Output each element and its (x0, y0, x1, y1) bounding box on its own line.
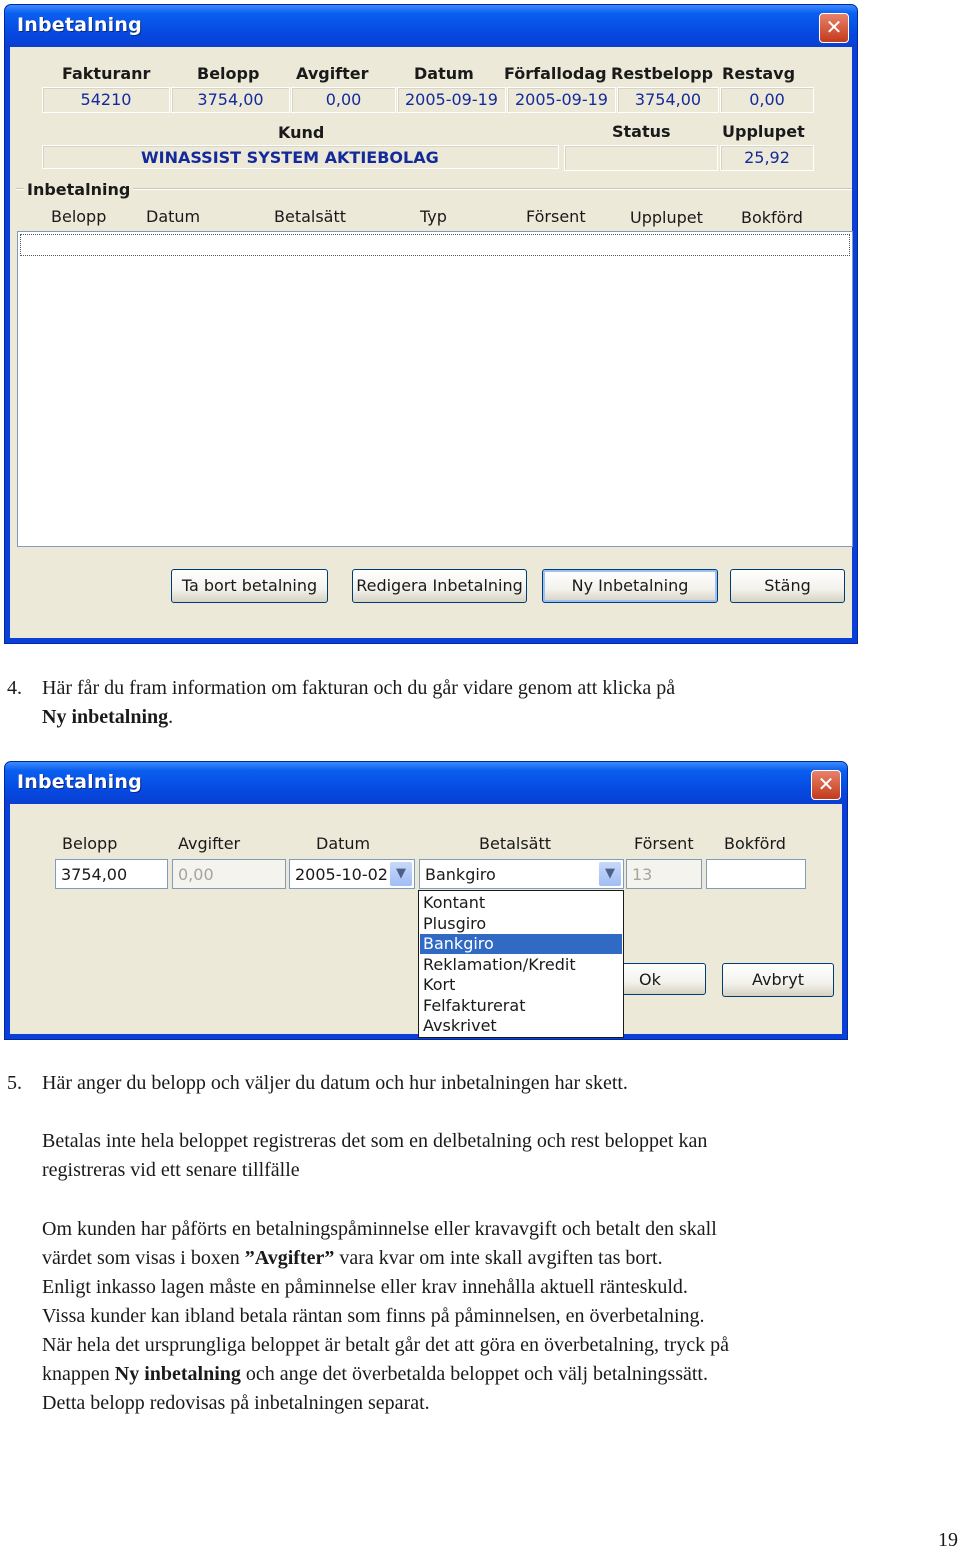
paragraph-line: registreras vid ett senare tillfälle (42, 1159, 300, 1181)
header-restbelopp: Restbelopp (611, 64, 714, 83)
paragraph-line: knappen (42, 1363, 115, 1385)
label-forsent: Försent (634, 834, 694, 853)
step-4-bold: Ny inbetalning (42, 706, 169, 728)
quoted-field-name: ”Avgifter” (244, 1247, 335, 1269)
step-5-text: Här anger du belopp och väljer du datum och hur inbetalningen har skett. (42, 1072, 628, 1094)
column-datum[interactable]: Datum (146, 207, 201, 226)
avgifter-input[interactable]: 0,00 (172, 859, 286, 889)
paragraph-line: När hela det ursprungliga beloppet är betalt går det att göra en överbetalning, tryck på (42, 1334, 729, 1356)
forsent-input[interactable]: 13 (626, 859, 702, 889)
paragraph-line: Om kunden har påförts en betalningspåminnelse eller kravavgift och betalt den skall (42, 1218, 717, 1240)
paragraph-line: Betalas inte hela beloppet registreras det som en delbetalning och rest beloppet kan (42, 1130, 708, 1152)
status-field (564, 145, 718, 171)
paragraph-line: vara kvar om inte skall avgiften tas bort. (334, 1247, 663, 1269)
option-felfakturerat[interactable]: Felfakturerat (423, 996, 526, 1015)
label-betalsatt: Betalsätt (479, 834, 552, 853)
column-bokford[interactable]: Bokförd (741, 208, 803, 227)
close-button[interactable]: Stäng (730, 569, 845, 603)
step-4-line: Här får du fram information om fakturan och du går vidare genom att klicka på (42, 677, 676, 699)
column-forsent[interactable]: Försent (526, 207, 586, 226)
column-upplupet[interactable]: Upplupet (630, 208, 703, 227)
option-bankgiro[interactable]: Bankgiro (420, 934, 622, 954)
betalsatt-value: Bankgiro (425, 865, 496, 884)
kund-label: Kund (278, 123, 325, 142)
header-fakturanr: Fakturanr (62, 64, 151, 83)
fakturanr-field: 54210 (42, 87, 170, 113)
close-icon[interactable]: ✕ (811, 770, 841, 800)
paragraph-line: Detta belopp redovisas på inbetalningen separat. (42, 1392, 430, 1414)
column-typ[interactable]: Typ (420, 207, 447, 226)
header-avgifter: Avgifter (296, 64, 369, 83)
option-avskrivet[interactable]: Avskrivet (423, 1016, 497, 1035)
paragraph-line: Enligt inkasso lagen måste en påminnelse eller krav innehålla aktuell ränteskuld. (42, 1276, 688, 1298)
column-belopp[interactable]: Belopp (51, 207, 107, 226)
step-4-number: 4. (7, 677, 22, 699)
paragraph-partial-payment (42, 1127, 942, 1185)
header-belopp: Belopp (197, 64, 260, 83)
header-forfallodag: Förfallodag (504, 64, 607, 83)
forfallodag-field: 2005-09-19 (507, 87, 616, 113)
paragraph-line: och ange det överbetalda beloppet och välj betalningssätt. (240, 1363, 708, 1385)
avgifter-field: 0,00 (291, 87, 396, 113)
option-kort[interactable]: Kort (423, 975, 456, 994)
paragraph-line: Vissa kunder kan ibland betala räntan som finns på påminnelsen, en överbetalning. (42, 1305, 705, 1327)
belopp-input[interactable]: 3754,00 (55, 859, 168, 889)
delete-payment-button[interactable]: Ta bort betalning (171, 569, 328, 603)
group-divider (16, 188, 852, 190)
payment-overview-window (4, 4, 858, 644)
option-plusgiro[interactable]: Plusgiro (423, 914, 487, 933)
title-bar[interactable] (5, 762, 847, 804)
chevron-down-icon[interactable]: ▼ (599, 862, 621, 886)
kund-field: WINASSIST SYSTEM AKTIEBOLAG (42, 145, 559, 169)
datum-value: 2005-10-02 (295, 865, 388, 884)
option-kontant[interactable]: Kontant (423, 893, 486, 912)
betalsatt-select[interactable] (419, 859, 624, 889)
cancel-button[interactable]: Avbryt (722, 963, 834, 997)
paragraph-line: värdet som visas i boxen (42, 1247, 245, 1269)
list-focus-row[interactable] (20, 234, 850, 256)
step-4-end: . (168, 706, 174, 728)
label-avgifter: Avgifter (178, 834, 241, 853)
upplupet-field: 25,92 (720, 145, 814, 171)
belopp-field: 3754,00 (171, 87, 290, 113)
label-bokford: Bokförd (724, 834, 786, 853)
close-icon[interactable]: ✕ (819, 13, 849, 43)
bokford-input[interactable] (706, 859, 806, 889)
window-title: Inbetalning (17, 14, 142, 36)
label-belopp: Belopp (62, 834, 118, 853)
datum-picker[interactable] (289, 859, 415, 889)
option-reklamation-kredit[interactable]: Reklamation/Kredit (423, 955, 576, 974)
chevron-down-icon[interactable]: ▼ (390, 862, 412, 886)
window-title: Inbetalning (17, 771, 142, 793)
step-4-text (42, 674, 942, 732)
page-number: 19 (938, 1529, 958, 1551)
title-bar[interactable] (5, 5, 857, 47)
new-payment-button[interactable]: Ny Inbetalning (542, 569, 718, 603)
betalsatt-dropdown-list[interactable] (418, 890, 624, 1038)
paragraph-fees (42, 1215, 942, 1418)
datum-field: 2005-09-19 (397, 87, 506, 113)
step-5-number: 5. (7, 1072, 22, 1094)
header-restavg: Restavg (722, 64, 796, 83)
upplupet-label: Upplupet (722, 122, 805, 141)
ok-button[interactable]: Ok (616, 963, 706, 995)
status-label: Status (612, 122, 671, 141)
window-client-area (10, 47, 852, 638)
restbelopp-field: 3754,00 (617, 87, 719, 113)
bold-button-name: Ny inbetalning (114, 1363, 241, 1385)
label-datum: Datum (316, 834, 371, 853)
column-betalsatt[interactable]: Betalsätt (274, 207, 347, 226)
payments-list[interactable] (17, 231, 853, 547)
restavg-field: 0,00 (720, 87, 814, 113)
header-datum: Datum (414, 64, 474, 83)
edit-payment-button[interactable]: Redigera Inbetalning (352, 569, 527, 603)
group-label-inbetalning: Inbetalning (24, 180, 133, 199)
